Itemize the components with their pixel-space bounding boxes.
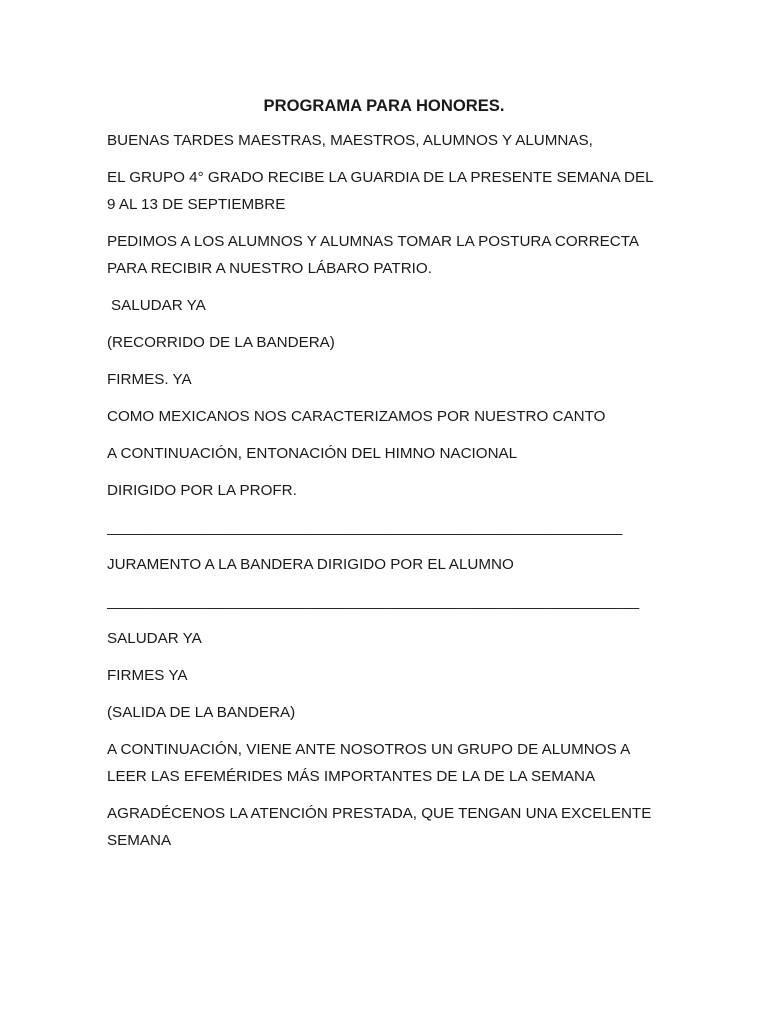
salute-command-2: SALUDAR YA xyxy=(107,630,202,647)
group-guard-paragraph: EL GRUPO 4° GRADO RECIBE LA GUARDIA DE LA PRESENTE SEMANA DEL 9 AL 13 DE SEPTIEMBRE xyxy=(107,169,653,213)
ephemeris-paragraph: A CONTINUACIÓN, VIENE ANTE NOSOTROS UN GRUPO DE ALUMNOS A LEER LAS EFEMÉRIDES MÁS IMPORTANTES DE LA DE LA SEMANA xyxy=(107,741,630,785)
flag-tour-note: (RECORRIDO DE LA BANDERA) xyxy=(107,334,335,351)
document-title: PROGRAMA PARA HONORES. xyxy=(263,96,505,115)
teacher-name-blank: _____________________________________________________________ xyxy=(107,519,623,536)
greeting-paragraph: BUENAS TARDES MAESTRAS, MAESTROS, ALUMNOS Y ALUMNAS, xyxy=(107,132,593,149)
directed-by-teacher: DIRIGIDO POR LA PROFR. xyxy=(107,482,297,499)
attention-command-2: FIRMES YA xyxy=(107,667,188,684)
flag-exit-note: (SALIDA DE LA BANDERA) xyxy=(107,704,296,721)
singing-paragraph: COMO MEXICANOS NOS CARACTERIZAMOS POR NUESTRO CANTO xyxy=(107,408,606,425)
student-name-blank: _______________________________________________________________ xyxy=(107,593,640,610)
closing-paragraph: AGRADÉCENOS LA ATENCIÓN PRESTADA, QUE TENGAN UNA EXCELENTE SEMANA xyxy=(107,805,652,849)
attention-command: FIRMES. YA xyxy=(107,371,192,388)
pledge-paragraph: JURAMENTO A LA BANDERA DIRIGIDO POR EL ALUMNO xyxy=(107,556,514,573)
salute-command: SALUDAR YA xyxy=(111,297,206,314)
posture-paragraph: PEDIMOS A LOS ALUMNOS Y ALUMNAS TOMAR LA POSTURA CORRECTA PARA RECIBIR A NUESTRO LÁBARO PATRIO. xyxy=(107,233,639,277)
anthem-paragraph: A CONTINUACIÓN, ENTONACIÓN DEL HIMNO NACIONAL xyxy=(107,445,518,462)
